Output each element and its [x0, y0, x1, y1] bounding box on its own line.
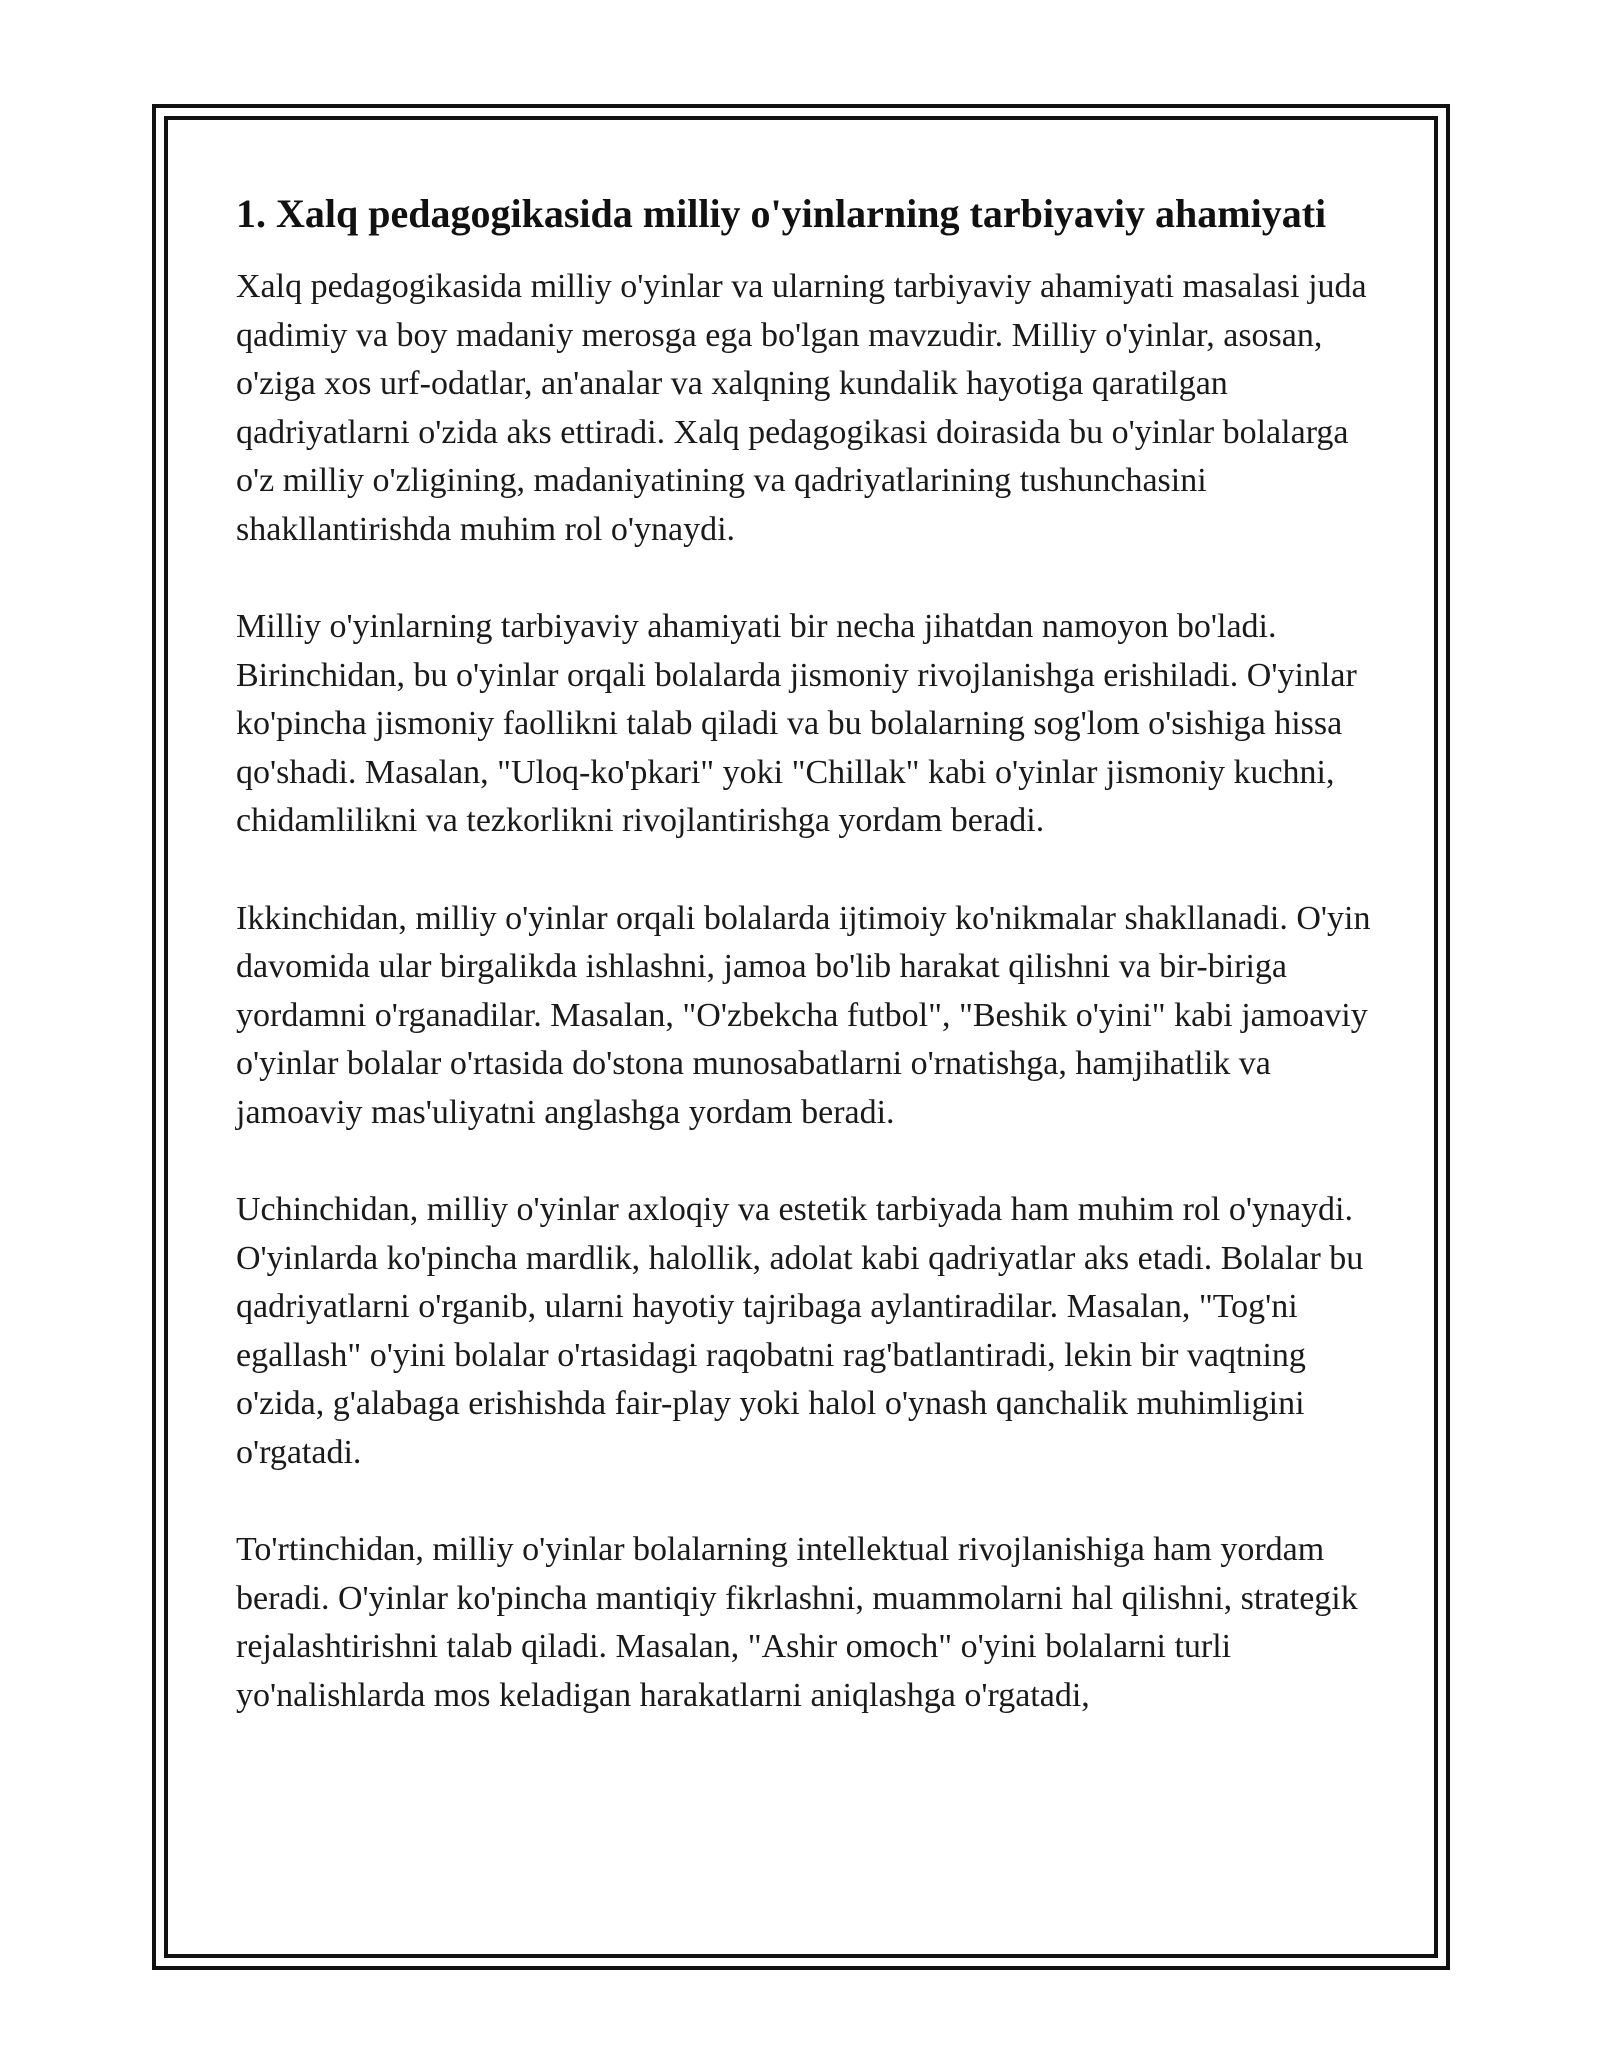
paragraph-intro: Xalq pedagogikasida milliy o'yinlar va ularning tarbiyaviy ahamiyati masalasi juda qadimiy va boy madaniy merosga ega bo'lgan mavzudir. Milliy o'yinlar, asosan, o'ziga xos urf-odatlar, an'analar va xalqning kundalik hayotiga qaratilgan qadriyatlarni o'zida aks ettiradi. Xalq pedagogikasi doirasida bu o'yinlar bolalarga o'z milliy o'zligining, madaniyatining va qadriyatlarining tushunchasini shakllantirishda muhim rol o'ynaydi. [236, 268, 1367, 548]
paragraph-social: Ikkinchidan, milliy o'yinlar orqali bolalarda ijtimoiy ko'nikmalar shakllanadi. O'yin davomida ular birgalikda ishlashni, jamoa bo'lib harakat qilishni va bir-biriga yordamni o'rganadilar. Masalan, "O'zbekcha futbol", "Beshik o'yini" kabi jamoaviy o'yinlar bolalar o'rtasida do'stona munosabatlarni o'rnatishga, hamjihatlik va jamoaviy mas'uliyatni anglashga yordam beradi. [236, 899, 1371, 1131]
paragraph-moral: Uchinchidan, milliy o'yinlar axloqiy va estetik tarbiyada ham muhim rol o'ynaydi. O'yinlarda ko'pincha mardlik, halollik, adolat kabi qadriyatlar aks etadi. Bolalar bu qadriyatlarni o'rganib, ularni hayotiy tajribaga aylantiradilar. Masalan, "Tog'ni egallash" o'yini bolalar o'rtasidagi raqobatni rag'batlantiradi, lekin bir vaqtning o'zida, g'alabaga erishishda fair-play yoki halol o'ynash qanchalik muhimligini o'rgatadi. [236, 1191, 1364, 1471]
document-body [236, 186, 1376, 1769]
paragraph-intellectual: To'rtinchidan, milliy o'yinlar bolalarning intellektual rivojlanishiga ham yordam beradi. O'yinlar ko'pincha mantiqiy fikrlashni, muammolarni hal qilishni, strategik rejalashtirishni talab qiladi. Masalan, "Ashir omoch" o'yini bolalarni turli yo'nalishlarda mos keladigan harakatlarni aniqlashga o'rgatadi, [236, 1531, 1358, 1714]
section-heading: 1. Xalq pedagogikasida milliy o'yinlarning tarbiyaviy ahamiyati [236, 191, 1327, 236]
paragraph-physical: Milliy o'yinlarning tarbiyaviy ahamiyati bir necha jihatdan namoyon bo'ladi. Birinchidan, bu o'yinlar orqali bolalarda jismoniy rivojlanishga erishiladi. O'yinlar ko'pincha jismoniy faollikni talab qiladi va bu bolalarning sog'lom o'sishiga hissa qo'shadi. Masalan, "Uloq-ko'pkari" yoki "Chillak" kabi o'yinlar jismoniy kuchni, chidamlilikni va tezkorlikni rivojlantirishga yordam beradi. [236, 608, 1357, 839]
